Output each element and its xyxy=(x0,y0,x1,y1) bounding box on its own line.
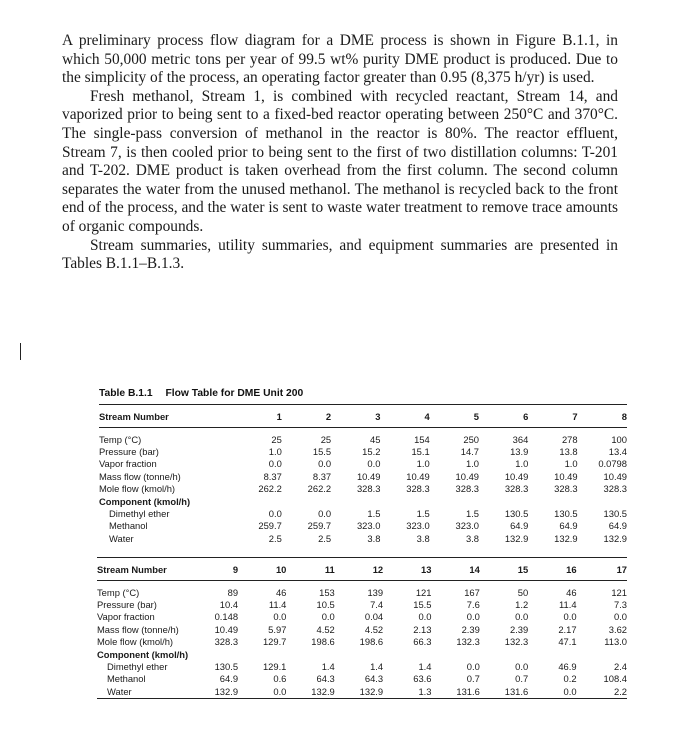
mass-flow-cell: 8.37 xyxy=(312,470,332,482)
temp-cell: 89 xyxy=(227,586,239,598)
dme-cell: 129.1 xyxy=(262,661,287,673)
vapor-fraction-row xyxy=(99,458,627,470)
stream-number-header-row xyxy=(99,405,627,428)
vapor-fraction-cell: 0.0 xyxy=(273,611,287,623)
mass-flow-cell: 10.49 xyxy=(603,470,627,482)
temp-cell: 46 xyxy=(275,586,287,598)
mass-flow-cell: 10.49 xyxy=(455,470,480,482)
vapor-fraction-label: Vapor fraction xyxy=(99,458,157,470)
water-cell: 132.9 xyxy=(603,532,627,544)
water-cell: 2.5 xyxy=(318,532,332,544)
mass-flow-cell: 2.39 xyxy=(509,623,529,635)
component-group-row xyxy=(99,495,627,507)
dme-row xyxy=(99,507,627,519)
mass-flow-cell: 4.52 xyxy=(316,623,335,635)
methanol-cell: 64.9 xyxy=(510,520,529,532)
methanol-cell: 0.7 xyxy=(515,673,529,685)
dme-cell: 130.5 xyxy=(214,661,239,673)
temp-cell: 121 xyxy=(415,586,432,598)
mass-flow-cell: 2.39 xyxy=(461,623,480,635)
stream-number-cell: 1 xyxy=(237,405,282,428)
dme-label: Dimethyl ether xyxy=(107,661,168,673)
component-group-row xyxy=(97,648,627,660)
pressure-cell: 13.4 xyxy=(608,446,627,458)
temp-row xyxy=(99,433,627,445)
water-label: Water xyxy=(109,532,134,544)
mass-flow-cell: 5.97 xyxy=(268,623,287,635)
paragraph-summaries: Stream summaries, utility summaries, and equipment summaries are presented in Tables B.1.1–B.1.3. xyxy=(62,236,618,273)
temp-cell: 154 xyxy=(414,433,430,445)
dme-cell: 0.0 xyxy=(268,508,282,520)
water-cell: 132.9 xyxy=(554,532,578,544)
vapor-fraction-cell: 0.0 xyxy=(318,458,332,470)
pressure-cell: 11.4 xyxy=(559,599,577,611)
temp-cell: 250 xyxy=(463,433,480,445)
stream-number-label: Stream Number xyxy=(99,405,237,428)
vapor-fraction-label: Vapor fraction xyxy=(97,611,155,623)
dme-cell: 0.0 xyxy=(466,661,480,673)
mass-flow-cell: 2.17 xyxy=(558,623,577,635)
methanol-label: Methanol xyxy=(109,520,148,532)
pressure-cell: 1.0 xyxy=(268,446,282,458)
methanol-row xyxy=(97,673,627,685)
stream-number-cell: 3 xyxy=(331,405,380,428)
stream-number-cell: 10 xyxy=(238,558,286,581)
pressure-cell: 15.5 xyxy=(413,599,432,611)
vapor-fraction-cell: 0.04 xyxy=(364,611,384,623)
mass-flow-row xyxy=(99,470,627,482)
stream-number-cell: 14 xyxy=(431,558,479,581)
methanol-cell: 64.3 xyxy=(364,673,384,685)
dme-label: Dimethyl ether xyxy=(109,508,170,520)
body-text xyxy=(62,32,618,274)
water-cell: 3.8 xyxy=(367,532,381,544)
dme-cell: 130.5 xyxy=(504,508,529,520)
water-cell: 3.8 xyxy=(416,532,430,544)
mole-flow-cell: 47.1 xyxy=(558,636,577,648)
water-cell: 3.8 xyxy=(465,532,480,544)
stream-number-cell: 2 xyxy=(282,405,331,428)
temp-cell: 153 xyxy=(319,586,335,598)
methanol-cell: 64.9 xyxy=(219,673,239,685)
methanol-cell: 64.9 xyxy=(559,520,578,532)
mass-flow-cell: 8.37 xyxy=(263,470,282,482)
mole-flow-row xyxy=(99,483,627,495)
methanol-cell: 323.0 xyxy=(455,520,480,532)
stream-number-cell: 7 xyxy=(528,405,577,428)
methanol-label: Methanol xyxy=(107,673,146,685)
stream-number-label: Stream Number xyxy=(97,558,198,581)
vapor-fraction-cell: 0.0 xyxy=(563,611,577,623)
mole-flow-label: Mole flow (kmol/h) xyxy=(99,483,176,495)
water-label: Water xyxy=(97,685,198,698)
dme-cell: 1.4 xyxy=(418,661,432,673)
water-cell: 1.3 xyxy=(383,685,431,698)
mass-flow-cell: 3.62 xyxy=(608,623,627,635)
pressure-cell: 11.4 xyxy=(268,599,287,611)
stream-number-cell: 15 xyxy=(480,558,528,581)
pressure-label: Pressure (bar) xyxy=(97,599,157,611)
mass-flow-cell: 10.49 xyxy=(356,470,381,482)
mole-flow-cell: 129.7 xyxy=(262,636,287,648)
dme-cell: 1.5 xyxy=(367,508,381,520)
mass-flow-cell: 10.49 xyxy=(406,470,430,482)
stream-number-cell: 11 xyxy=(286,558,334,581)
mass-flow-cell: 10.49 xyxy=(504,470,529,482)
flow-table-part-2 xyxy=(97,557,627,699)
stream-number-cell: 6 xyxy=(479,405,528,428)
water-cell: 0.0 xyxy=(528,685,576,698)
mole-flow-cell: 198.6 xyxy=(359,636,384,648)
component-group-label: Component (kmol/h) xyxy=(99,495,191,507)
mole-flow-label: Mole flow (kmol/h) xyxy=(97,636,174,648)
flow-table-part-1 xyxy=(99,404,627,545)
mole-flow-cell: 132.3 xyxy=(456,636,480,648)
temp-row xyxy=(97,586,627,598)
temp-cell: 121 xyxy=(611,586,627,598)
vapor-fraction-cell: 0.0798 xyxy=(598,458,627,470)
temp-cell: 25 xyxy=(271,433,282,445)
methanol-cell: 63.6 xyxy=(413,673,432,685)
pressure-label: Pressure (bar) xyxy=(99,446,159,458)
stream-number-cell: 9 xyxy=(198,558,238,581)
stream-number-cell: 5 xyxy=(430,405,479,428)
mass-flow-row xyxy=(97,623,627,635)
methanol-cell: 323.0 xyxy=(406,520,430,532)
mole-flow-cell: 328.3 xyxy=(455,483,480,495)
vapor-fraction-cell: 0.0 xyxy=(268,458,282,470)
pressure-cell: 14.7 xyxy=(460,446,480,458)
mole-flow-cell: 328.3 xyxy=(356,483,381,495)
mole-flow-cell: 328.3 xyxy=(504,483,529,495)
mass-flow-label: Mass flow (tonne/h) xyxy=(99,470,181,482)
mole-flow-cell: 66.3 xyxy=(413,636,432,648)
text-cursor xyxy=(20,343,21,360)
vapor-fraction-cell: 0.0 xyxy=(613,611,627,623)
dme-cell: 0.0 xyxy=(318,508,332,520)
temp-cell: 167 xyxy=(464,586,480,598)
dme-cell: 1.5 xyxy=(465,508,480,520)
vapor-fraction-cell: 0.0 xyxy=(466,611,480,623)
mole-flow-cell: 328.3 xyxy=(603,483,627,495)
stream-number-header-row xyxy=(97,558,627,581)
temp-cell: 100 xyxy=(611,433,627,445)
water-cell: 0.0 xyxy=(238,685,286,698)
water-cell: 2.2 xyxy=(577,685,627,698)
dme-cell: 130.5 xyxy=(603,508,627,520)
mole-flow-row xyxy=(97,636,627,648)
stream-number-cell: 16 xyxy=(528,558,576,581)
pressure-cell: 10.4 xyxy=(219,599,239,611)
vapor-fraction-cell: 1.0 xyxy=(416,458,430,470)
paragraph-process: Fresh methanol, Stream 1, is combined with recycled reactant, Stream 14, and vaporized prior to being sent to a fixed-bed reactor operating between 250°C and 370°C. The single-pass conversion of methanol in the reactor is 80%. The reactor effluent, Stream 7, is then cooled prior to being sent to the first of two distillation columns: T-201 and T-202. DME product is taken overhead from the first column. The second column separates the water from the unused methanol. The methanol is recycled back to the front end of the process, and the water is sent to waste water treatment to remove trace amounts of organic compounds. xyxy=(62,87,618,235)
methanol-cell: 0.7 xyxy=(466,673,480,685)
stream-number-cell: 8 xyxy=(578,405,627,428)
dme-cell: 1.4 xyxy=(370,661,384,673)
water-row xyxy=(99,532,627,544)
mass-flow-cell: 10.49 xyxy=(554,470,578,482)
methanol-cell: 259.7 xyxy=(307,520,332,532)
water-cell: 132.9 xyxy=(335,685,383,698)
mole-flow-cell: 262.2 xyxy=(307,483,332,495)
mass-flow-label: Mass flow (tonne/h) xyxy=(97,623,179,635)
water-cell: 2.5 xyxy=(268,532,282,544)
dme-cell: 1.4 xyxy=(321,661,335,673)
temp-cell: 46 xyxy=(566,586,577,598)
water-row xyxy=(97,685,627,698)
methanol-cell: 64.9 xyxy=(608,520,627,532)
pressure-cell: 7.3 xyxy=(613,599,627,611)
pressure-row xyxy=(99,445,627,457)
pressure-cell: 7.4 xyxy=(370,599,384,611)
methanol-row xyxy=(99,520,627,532)
methanol-cell: 0.2 xyxy=(563,673,577,685)
paragraph-intro: A preliminary process flow diagram for a DME process is shown in Figure B.1.1, in which 50,000 metric tons per year of 99.5 wt% purity DME product is produced. Due to the simplicity of the process, an operating factor greater than 0.95 (8,375 h/yr) is used. xyxy=(62,32,618,87)
dme-cell: 1.5 xyxy=(416,508,430,520)
vapor-fraction-row xyxy=(97,611,627,623)
mass-flow-cell: 2.13 xyxy=(413,623,432,635)
table-label: Table B.1.1 xyxy=(99,388,153,399)
dme-cell: 2.4 xyxy=(613,661,627,673)
methanol-cell: 108.4 xyxy=(603,673,627,685)
component-group-label: Component (kmol/h) xyxy=(97,648,189,660)
water-cell: 132.9 xyxy=(286,685,334,698)
pressure-cell: 15.1 xyxy=(411,446,430,458)
water-cell: 131.6 xyxy=(431,685,479,698)
stream-number-cell: 17 xyxy=(577,558,627,581)
vapor-fraction-cell: 0.148 xyxy=(214,611,239,623)
pressure-row xyxy=(97,598,627,610)
dme-cell: 130.5 xyxy=(554,508,578,520)
vapor-fraction-cell: 0.0 xyxy=(367,458,381,470)
temp-cell: 45 xyxy=(369,433,381,445)
methanol-cell: 64.3 xyxy=(316,673,335,685)
pressure-cell: 13.9 xyxy=(510,446,529,458)
table-title: Flow Table for DME Unit 200 xyxy=(165,388,304,399)
mole-flow-cell: 132.3 xyxy=(504,636,529,648)
temp-cell: 278 xyxy=(561,433,578,445)
pressure-cell: 7.6 xyxy=(466,599,480,611)
mass-flow-cell: 10.49 xyxy=(214,623,239,635)
stream-number-cell: 12 xyxy=(335,558,383,581)
mass-flow-cell: 4.52 xyxy=(364,623,384,635)
methanol-cell: 323.0 xyxy=(356,520,381,532)
table-caption xyxy=(99,388,303,399)
water-cell: 132.9 xyxy=(504,532,529,544)
stream-number-cell: 4 xyxy=(380,405,429,428)
dme-cell: 0.0 xyxy=(515,661,529,673)
vapor-fraction-cell: 0.0 xyxy=(321,611,335,623)
temp-cell: 50 xyxy=(517,586,529,598)
water-cell: 132.9 xyxy=(198,685,238,698)
temp-cell: 139 xyxy=(367,586,384,598)
pressure-cell: 10.5 xyxy=(316,599,335,611)
water-cell: 131.6 xyxy=(480,685,528,698)
vapor-fraction-cell: 1.0 xyxy=(465,458,480,470)
dme-cell: 46.9 xyxy=(558,661,577,673)
temp-label: Temp (°C) xyxy=(99,433,142,445)
mole-flow-cell: 198.6 xyxy=(311,636,335,648)
temp-label: Temp (°C) xyxy=(97,586,140,598)
pressure-cell: 15.2 xyxy=(362,446,381,458)
methanol-cell: 259.7 xyxy=(258,520,282,532)
mole-flow-cell: 328.3 xyxy=(406,483,430,495)
temp-cell: 25 xyxy=(320,433,332,445)
vapor-fraction-cell: 0.0 xyxy=(515,611,529,623)
mole-flow-cell: 328.3 xyxy=(214,636,239,648)
dme-row xyxy=(97,660,627,672)
vapor-fraction-cell: 1.0 xyxy=(515,458,529,470)
vapor-fraction-cell: 1.0 xyxy=(564,458,578,470)
mole-flow-cell: 262.2 xyxy=(258,483,282,495)
stream-number-cell: 13 xyxy=(383,558,431,581)
pressure-cell: 1.2 xyxy=(515,599,529,611)
temp-cell: 364 xyxy=(512,433,529,445)
pressure-cell: 13.8 xyxy=(559,446,578,458)
mole-flow-cell: 113.0 xyxy=(604,636,627,648)
mole-flow-cell: 328.3 xyxy=(554,483,578,495)
pressure-cell: 15.5 xyxy=(312,446,332,458)
methanol-cell: 0.6 xyxy=(273,673,287,685)
vapor-fraction-cell: 0.0 xyxy=(418,611,432,623)
